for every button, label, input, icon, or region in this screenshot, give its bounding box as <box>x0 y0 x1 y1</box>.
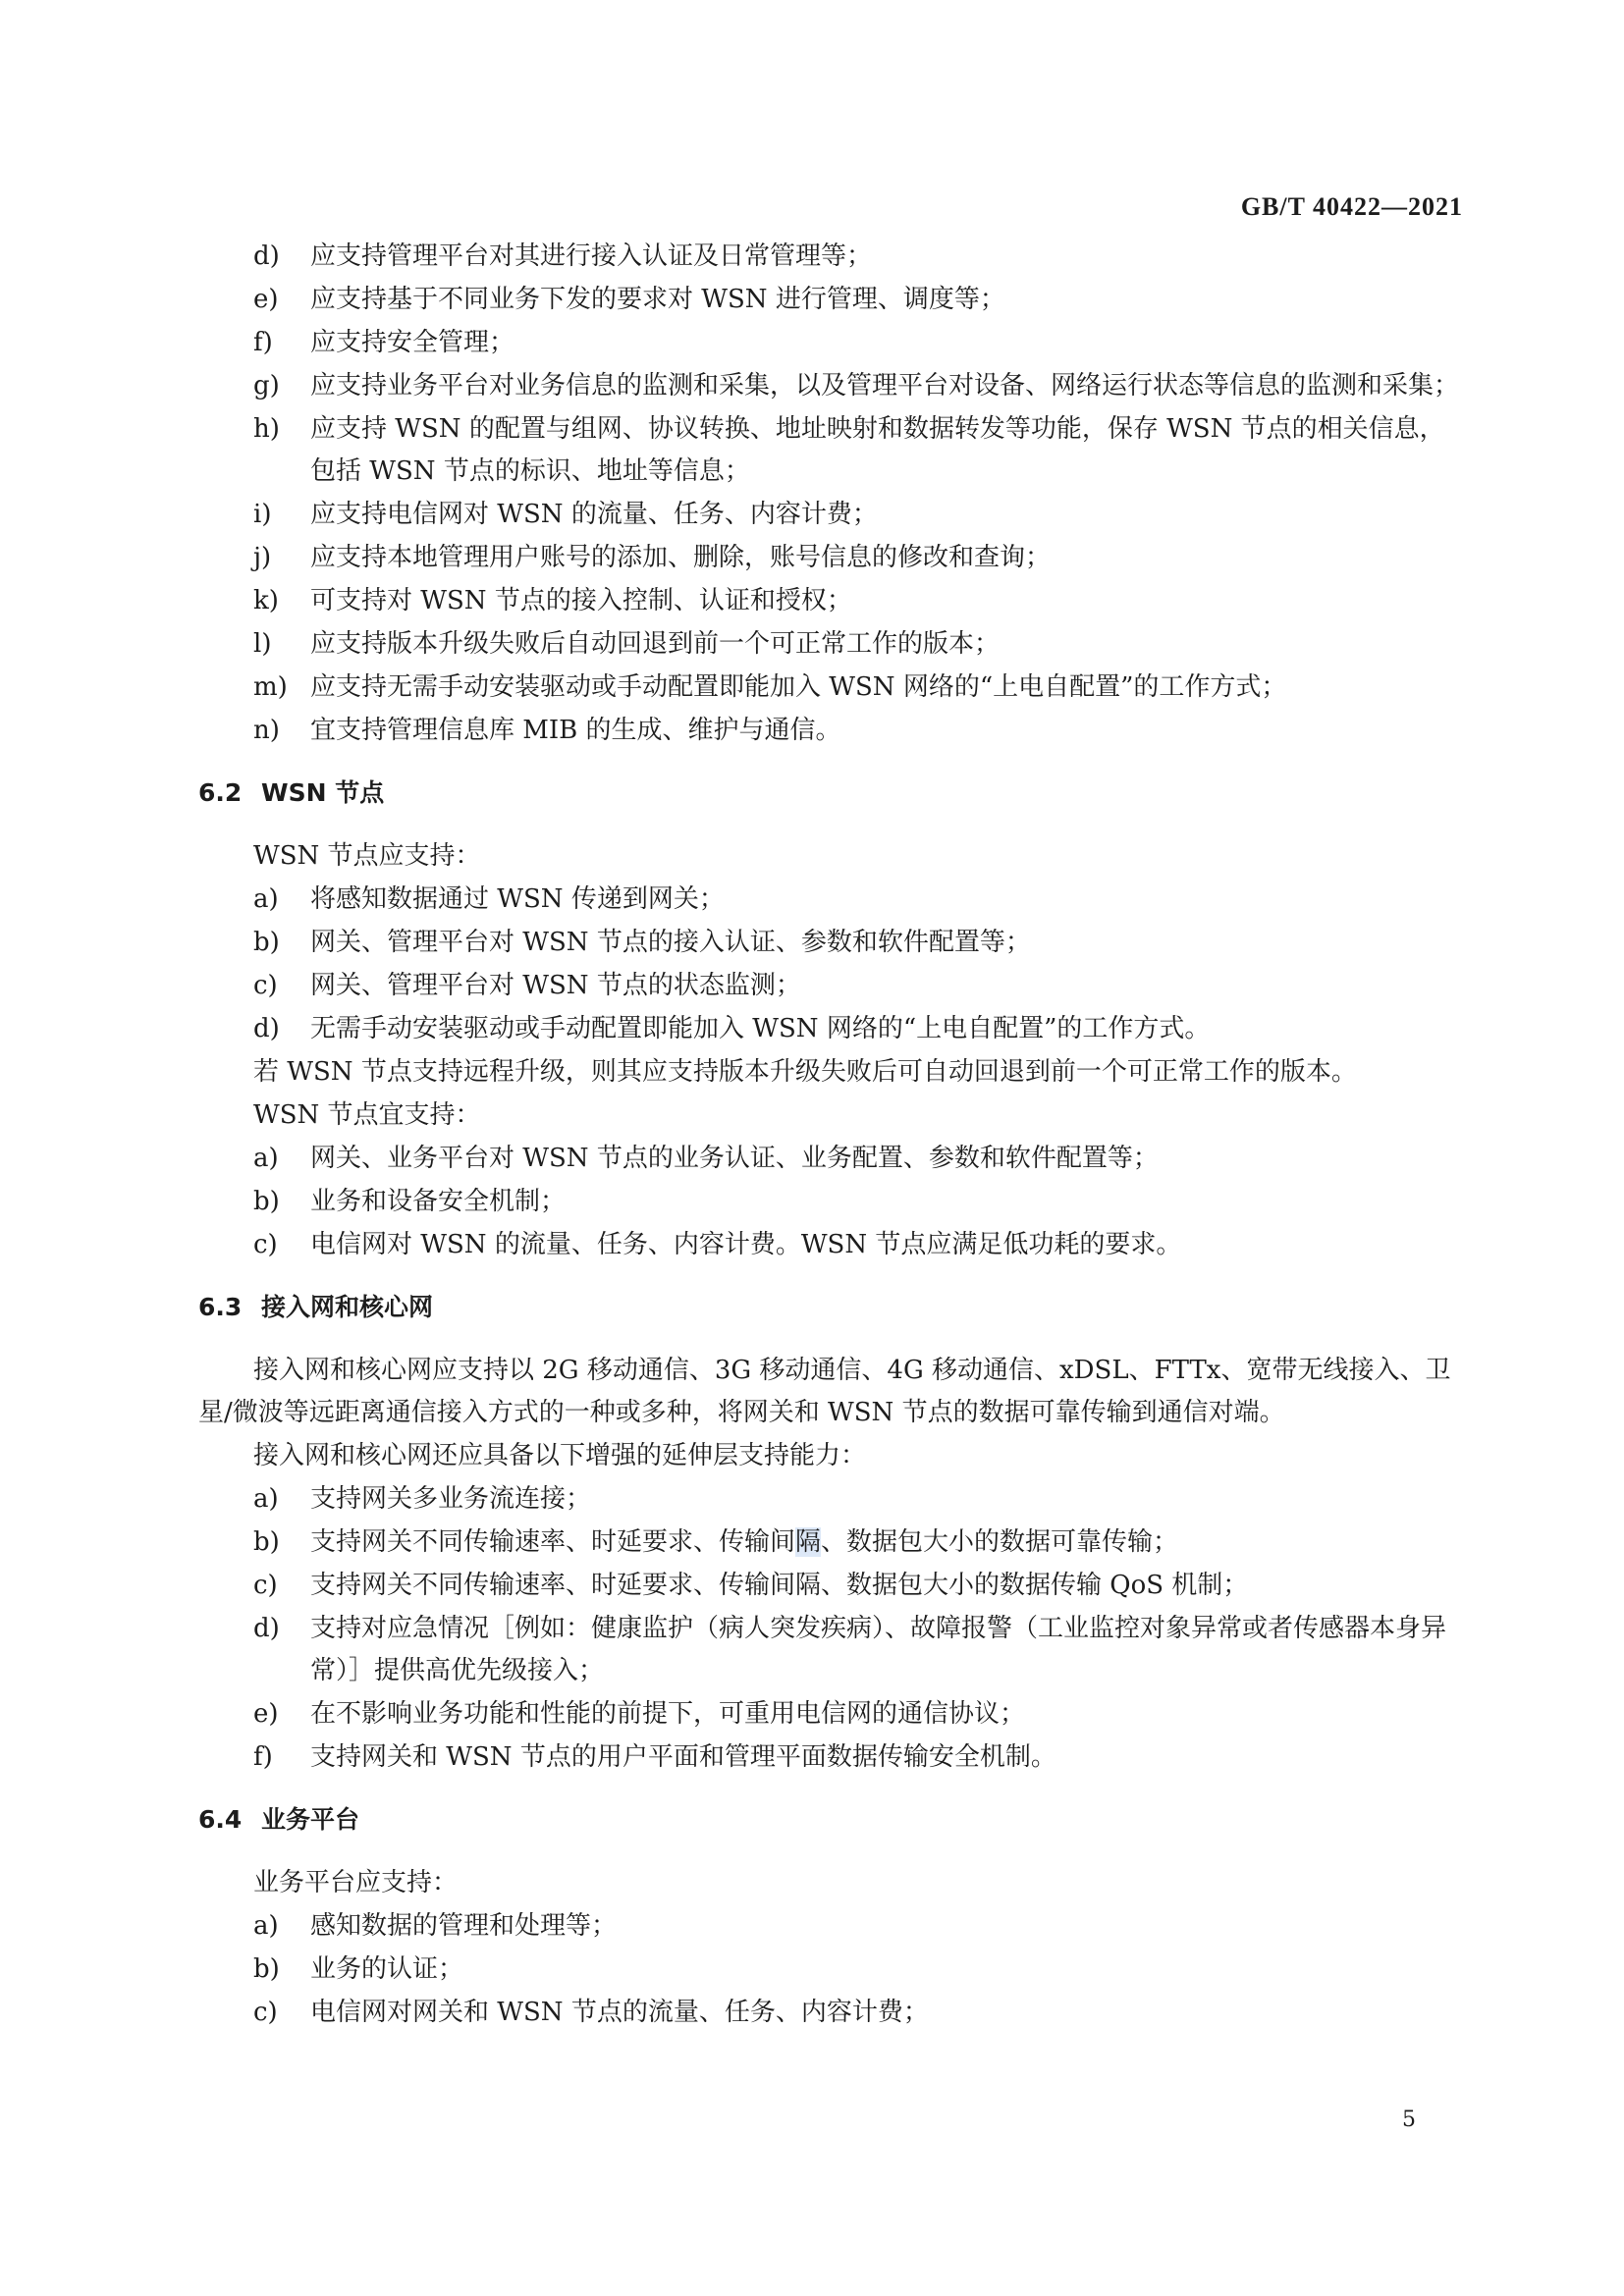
item-text: 支持网关不同传输速率、时延要求、传输间隔、数据包大小的数据传输 QoS 机制； <box>310 1571 1249 1600</box>
paragraph: 接入网和核心网应支持以 2G 移动通信、3G 移动通信、4G 移动通信、xDSL、FTTx、宽带无线接入、卫星/微波等远距离通信接入方式的一种或多种，将网关和 WSN 节点的数据可靠传输到通信对端。 <box>198 1356 1451 1427</box>
item-label: f) <box>253 1742 273 1772</box>
list-item <box>198 1008 1465 1050</box>
item-label: c) <box>253 1230 278 1259</box>
item-text: 支持对应急情况［例如：健康监护（病人突发疾病）、故障报警（工业监控对象异常或者传感器本身异常）］提供高优先级接入； <box>310 1614 1447 1685</box>
item-label: a) <box>253 884 279 914</box>
list-item <box>198 322 1465 364</box>
list-item <box>198 1693 1465 1735</box>
item-text-part: 、数据包大小的数据可靠传输； <box>821 1527 1179 1557</box>
item-label: j) <box>253 543 272 572</box>
item-label: a) <box>253 1484 279 1514</box>
list-item <box>198 922 1465 964</box>
list-item <box>198 1949 1465 1991</box>
item-text: 无需手动安装驱动或手动配置即能加入 WSN 网络的“上电自配置”的工作方式。 <box>310 1014 1211 1043</box>
item-text: 业务的认证； <box>310 1954 464 1984</box>
item-label: c) <box>253 1571 278 1600</box>
item-text: 应支持安全管理； <box>310 328 515 357</box>
list-item <box>198 710 1465 752</box>
section-number: 6.4 <box>198 1805 243 1834</box>
item-text: 网关、管理平台对 WSN 节点的状态监测； <box>310 971 801 1000</box>
list-item <box>198 1478 1465 1521</box>
item-text: 网关、业务平台对 WSN 节点的业务认证、业务配置、参数和软件配置等； <box>310 1144 1159 1173</box>
item-label: d) <box>253 241 280 271</box>
item-text: 应支持版本升级失败后自动回退到前一个可正常工作的版本； <box>310 629 1001 659</box>
paragraph: WSN 节点应支持： <box>253 841 481 871</box>
list-item <box>198 279 1465 321</box>
paragraph: 业务平台应支持： <box>253 1868 459 1897</box>
paragraph: WSN 节点宜支持： <box>253 1100 481 1130</box>
item-label: l) <box>253 629 272 659</box>
item-text: 电信网对网关和 WSN 节点的流量、任务、内容计费； <box>310 1998 929 2027</box>
item-text: 应支持本地管理用户账号的添加、删除，账号信息的修改和查询； <box>310 543 1052 572</box>
item-label: m) <box>253 672 288 702</box>
item-label: n) <box>253 716 280 745</box>
list-item <box>198 537 1465 579</box>
item-text: 在不影响业务功能和性能的前提下，可重用电信网的通信协议； <box>310 1699 1026 1729</box>
item-text: 应支持基于不同业务下发的要求对 WSN 进行管理、调度等； <box>310 285 1005 314</box>
list-item <box>198 580 1465 622</box>
item-label: b) <box>253 1187 280 1216</box>
list-item <box>198 667 1465 709</box>
item-label: e) <box>253 1699 279 1729</box>
list-item <box>198 1992 1465 2034</box>
item-label: b) <box>253 1527 280 1557</box>
item-text: 感知数据的管理和处理等； <box>310 1911 618 1941</box>
item-text: 支持网关和 WSN 节点的用户平面和管理平面数据传输安全机制。 <box>310 1742 1056 1772</box>
item-text-part: 支持网关不同传输速率、时延要求、传输间 <box>310 1527 796 1557</box>
item-text: 业务和设备安全机制； <box>310 1187 567 1216</box>
item-label: e) <box>253 285 279 314</box>
list-item <box>198 365 1465 407</box>
paragraph: 接入网和核心网还应具备以下增强的延伸层支持能力： <box>253 1441 867 1470</box>
gateway-requirements-list <box>198 236 1465 752</box>
section-heading-6-4 <box>198 1798 1465 1841</box>
item-label: h) <box>253 414 280 444</box>
list-item <box>198 1181 1465 1223</box>
item-label: b) <box>253 1954 280 1984</box>
section-number: 6.2 <box>198 778 243 807</box>
item-label: c) <box>253 971 278 1000</box>
item-label: a) <box>253 1144 279 1173</box>
list-item <box>198 408 1465 493</box>
list-item <box>198 1138 1465 1180</box>
list-item <box>198 965 1465 1007</box>
section-title: 接入网和核心网 <box>261 1293 434 1321</box>
item-text: 网关、管理平台对 WSN 节点的接入认证、参数和软件配置等； <box>310 928 1031 957</box>
list-item <box>198 1608 1465 1692</box>
item-text: 应支持管理平台对其进行接入认证及日常管理等； <box>310 241 873 271</box>
item-text: 应支持电信网对 WSN 的流量、任务、内容计费； <box>310 500 878 529</box>
item-label: b) <box>253 928 280 957</box>
page-number: 5 <box>1402 2108 1416 2132</box>
item-text: 应支持 WSN 的配置与组网、协议转换、地址映射和数据转发等功能，保存 WSN 节点的相关信息，包括 WSN 节点的标识、地址等信息； <box>310 414 1445 486</box>
text-highlight: 隔 <box>795 1527 822 1557</box>
list-item <box>198 1522 1465 1564</box>
item-text: 应支持无需手动安装驱动或手动配置即能加入 WSN 网络的“上电自配置”的工作方式； <box>310 672 1287 702</box>
list-item <box>198 1905 1465 1948</box>
item-text: 宜支持管理信息库 MIB 的生成、维护与通信。 <box>310 716 841 745</box>
list-item <box>198 1224 1465 1266</box>
section-heading-6-3 <box>198 1286 1465 1328</box>
item-label: d) <box>253 1614 280 1643</box>
item-label: c) <box>253 1998 278 2027</box>
item-label: g) <box>253 371 280 400</box>
standard-code: GB/T 40422—2021 <box>1240 192 1463 221</box>
list-item <box>198 879 1465 921</box>
section-heading-6-2 <box>198 772 1465 814</box>
list-item <box>198 494 1465 536</box>
item-label: d) <box>253 1014 280 1043</box>
item-text: 支持网关多业务流连接； <box>310 1484 592 1514</box>
paragraph: 若 WSN 节点支持远程升级，则其应支持版本升级失败后可自动回退到前一个可正常工作的版本。 <box>253 1057 1357 1087</box>
section-title: WSN 节点 <box>261 778 385 807</box>
item-label: f) <box>253 328 273 357</box>
list-item <box>198 623 1465 666</box>
item-text: 将感知数据通过 WSN 传递到网关； <box>310 884 725 914</box>
list-item <box>198 1565 1465 1607</box>
item-label: k) <box>253 586 279 615</box>
item-text: 电信网对 WSN 的流量、任务、内容计费。WSN 节点应满足低功耗的要求。 <box>310 1230 1182 1259</box>
item-text: 应支持业务平台对业务信息的监测和采集，以及管理平台对设备、网络运行状态等信息的监测和采集； <box>310 371 1460 400</box>
list-item <box>198 1736 1465 1779</box>
section-number: 6.3 <box>198 1293 243 1321</box>
item-text: 可支持对 WSN 节点的接入控制、认证和授权； <box>310 586 852 615</box>
list-item <box>198 236 1465 278</box>
item-label: a) <box>253 1911 279 1941</box>
section-title: 业务平台 <box>261 1805 360 1834</box>
item-label: i) <box>253 500 272 529</box>
document-body <box>198 236 1465 2035</box>
